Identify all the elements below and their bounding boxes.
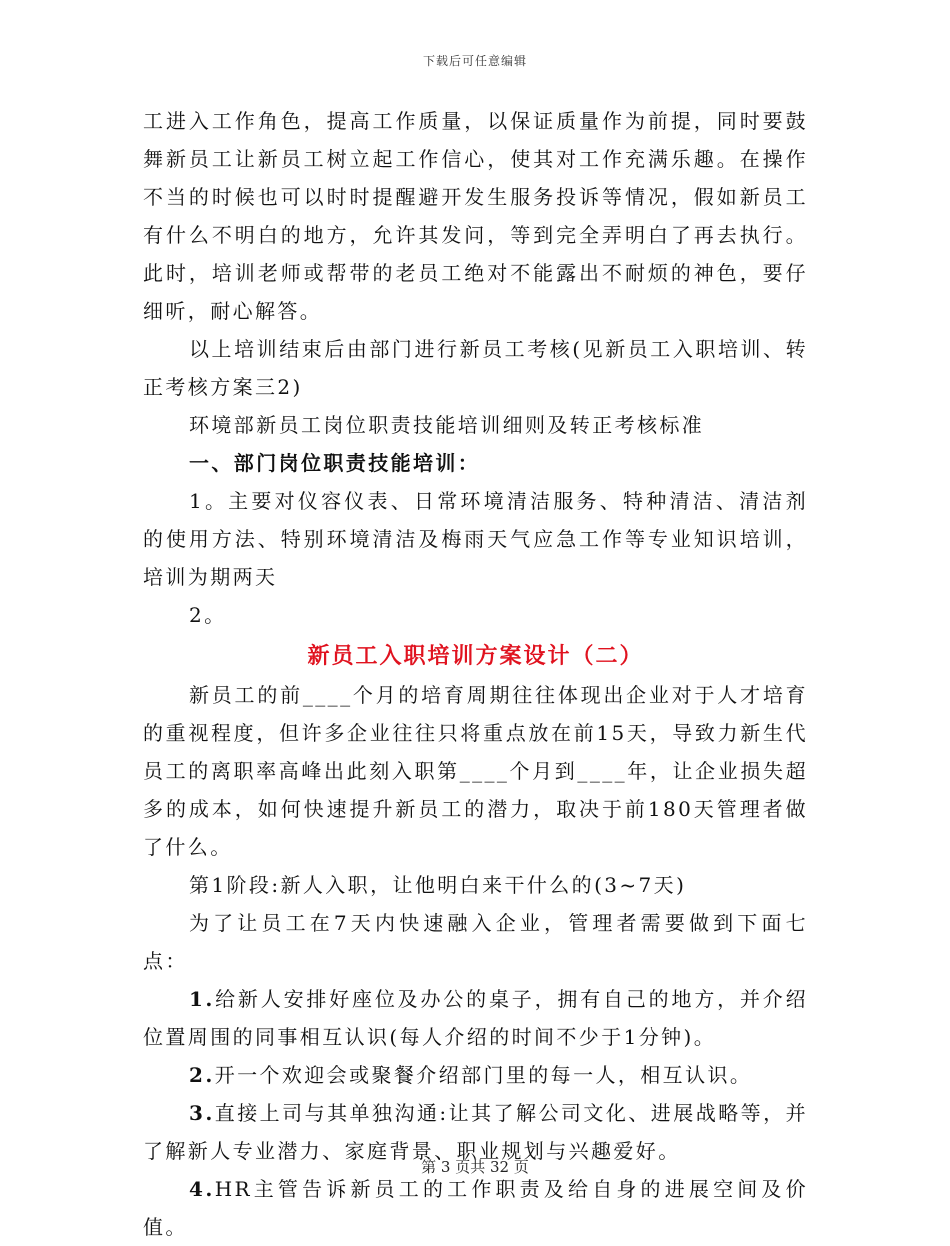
paragraph-subtitle: 环境部新员工岗位职责技能培训细则及转正考核标准: [189, 413, 705, 437]
item-text: 给新人安排好座位及办公的桌子，拥有自己的地方，并介绍位置周围的同事相互认识(每人介绍的时间不少于1分钟)。: [143, 987, 808, 1049]
paragraph-seven-points: 为了让员工在7天内快速融入企业，管理者需要做到下面七点：: [143, 911, 808, 973]
list-item-2: 2。: [189, 603, 227, 627]
page-footer: 第 3 页共 32 页: [421, 1158, 529, 1176]
item-text: 开一个欢迎会或聚餐介绍部门里的每一人，相互认识。: [214, 1063, 753, 1087]
numbered-item: [143, 1170, 808, 1246]
numbered-item: [143, 1056, 808, 1094]
paragraph-continuation: 工进入工作角色，提高工作质量，以保证质量作为前提，同时要鼓舞新员工让新员工树立起工作信心，使其对工作充满乐趣。在操作不当的时候也可以时时提醒避开发生服务投诉等情况，假如新员工有什么不明白的地方，允许其发问，等到完全弄明白了再去执行。此时，培训老师或帮带的老员工绝对不能露出不耐烦的神色，要仔细听，耐心解答。: [143, 109, 808, 323]
item-text: 直接上司与其单独沟通:让其了解公司文化、进展战略等，并了解新人专业潜力、家庭背景、职业规划与兴趣爱好。: [143, 1101, 808, 1163]
paragraph-intro: 新员工的前____个月的培育周期往往体现出企业对于人才培育的重视程度，但许多企业往往只将重点放在前15天，导致力新生代员工的离职率高峰出此刻入职第____个月到____年，让企业损失超多的成本，如何快速提升新员工的潜力，取决于前180天管理者做了什么。: [143, 683, 808, 859]
paragraph-stage-1: 第1阶段:新人入职，让他明白来干什么的(3~7天): [189, 873, 687, 897]
numbered-item: [143, 980, 808, 1056]
item-number: 1.: [189, 987, 215, 1011]
list-item-1: 1。主要对仪容仪表、日常环境清洁服务、特种清洁、清洁剂的使用方法、特别环境清洁及梅雨天气应急工作等专业知识培训，培训为期两天: [143, 489, 808, 589]
item-text: HR主管告诉新员工的工作职责及给自身的进展空间及价值。: [143, 1177, 808, 1239]
page-header: 下载后可任意编辑: [422, 54, 527, 68]
item-number: 4.: [189, 1177, 215, 1201]
section-title: 新员工入职培训方案设计（二）: [307, 643, 644, 669]
item-number: 2.: [189, 1063, 215, 1087]
item-number: 3.: [189, 1101, 215, 1125]
heading-dept-training: 一、部门岗位职责技能培训：: [189, 451, 481, 475]
document-body: [143, 102, 808, 1246]
paragraph-assessment-note: 以上培训结束后由部门进行新员工考核(见新员工入职培训、转正考核方案三2): [143, 337, 808, 399]
